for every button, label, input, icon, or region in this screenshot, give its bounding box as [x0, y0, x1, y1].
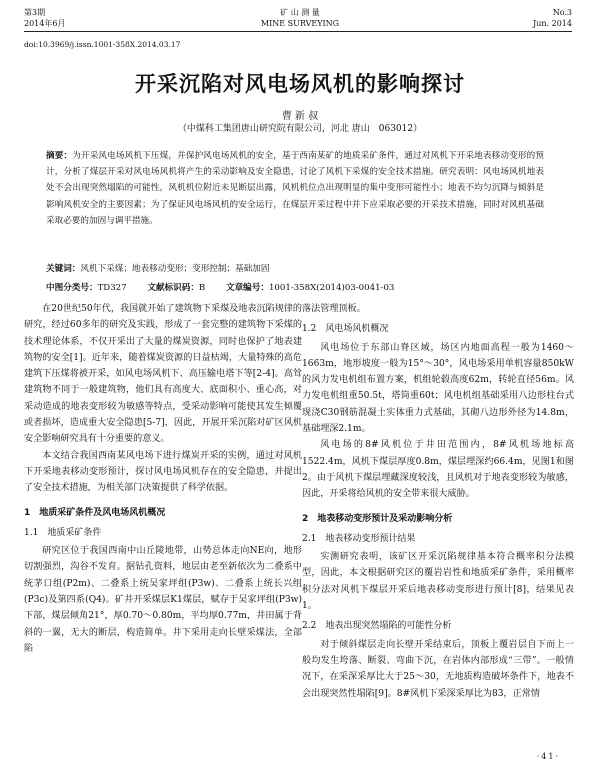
section-1-2-heading: 1.2 风电场风机概况 — [302, 324, 389, 335]
author-affiliation: （中煤科工集团唐山研究院有限公司，河北 唐山 063012） — [177, 124, 423, 134]
body-column-right — [302, 301, 574, 702]
abstract-label: 摘要： — [46, 151, 73, 161]
body-column-left — [24, 301, 302, 657]
keywords — [46, 262, 544, 274]
classification-line — [46, 281, 544, 293]
issue-number: 第3期 — [24, 8, 46, 17]
author-name: 曹 新 叔 — [281, 111, 319, 122]
issue-date-cn: 2014年6月 — [24, 19, 66, 28]
section-2-2-text: 对于倾斜煤层走向长壁开采结束后，顶板上覆岩层自下而上一般均发生垮落、断裂、弯曲下沉，在岩体内部形成“三带”。一般情况下，在采深采厚比大于25～30，无地质构造破坏条件下，地表不会出现突然性塌陷[9]。8#风机下采深采厚比为83，正常情 — [302, 639, 574, 699]
section-1-heading: 1 地质采矿条件及风电场风机概况 — [24, 507, 166, 518]
issue-date-en: Jun. 2014 — [533, 19, 572, 28]
running-header-center — [0, 7, 600, 29]
abstract — [46, 148, 544, 229]
paper-title: 开采沉陷对风电场风机的影响探讨 — [135, 72, 465, 96]
keywords-text: 风机下采煤；地表移动变形；变形控制；基础加固 — [80, 264, 270, 274]
doc-code-label: 文献标识码： — [147, 283, 199, 293]
continued-text: 落法管理顶板。 — [302, 304, 366, 314]
journal-name-cn: 矿 山 测 量 — [280, 8, 320, 17]
clc-code: TD327 — [97, 283, 127, 293]
section-2-1-heading: 2.1 地表移动变形预计结果 — [302, 533, 416, 544]
article-number-label: 文章编号： — [225, 283, 269, 293]
page-number: ·41· — [536, 752, 560, 761]
issue-no-en: No.3 — [552, 8, 572, 17]
article-number: 1001-358X(2014)03-0041-03 — [268, 283, 395, 293]
doi-line: doi:10.3969/j.issn.1001-358X.2014.03.17 — [24, 40, 181, 49]
intro-paragraph-1: 在20世纪50年代，我国就开始了建筑物下采煤及地表沉陷规律的研究，经过60多年的研究及实践，形成了一套完整的建筑物下采煤的技术理论体系，不仅开采出了大量的煤炭资源，同时也保护了地表建筑物的安全[1]。近年来，随着煤炭资源的日益枯竭，大量特殊的高危建筑下压煤将被开采，如风电场风机下、高压输电塔下等[2-4]。高耸建筑物不同于一般建筑物，他们具有高度大、底面积小、重心高，对采动造成的地表变形较为敏感等特点，受采动影响可能使其发生倾覆或者损坏，造成重大安全隐患[5-7]，因此，开展开采沉陷对矿区风机安全影响研究具有十分重要的意义。 — [24, 304, 302, 445]
doc-code: B — [198, 283, 206, 293]
running-header-right — [533, 7, 572, 29]
intro-paragraph-2: 本文结合我国西南某风电场下进行煤炭开采的实例，通过对风机下开采地表移动变形预计，探讨风电场风机存在的安全隐患，并提出了安全技术措施，为相关部门决策提供了科学依据。 — [24, 450, 302, 494]
section-1-1-text: 研究区位于我国西南中山丘陵地带，山势总体走向NE向，地形切割强烈，沟谷不发育。据钻孔资料，地层由老至新依次为二叠系中统茅口组(P2m)、二叠系上统吴家坪组(P3w)、二叠系上统长兴组(P3c)及第四系(Q4)。矿井开采煤层K1煤层，赋存于吴家坪组(P3w)下部，煤层倾角21°，厚0.70～0.80m，平均厚0.77m，井田属于背斜的一翼，无大的断层，构造简单。井下采用走向长壁采煤法，全部陷 — [24, 546, 302, 654]
abstract-text: 为开采风电场风机下压煤，并保护风电场风机的安全，基于西南某矿的地质采矿条件，通过对风机下开采地表移动变形的预计，分析了煤层开采对风电场风机将产生的采动影响及安全隐患，讨论了风机下采煤的安全技术措施。研究表明：风电场风机地表处不会出现突然塌陷的可能性，风机机位附近未见断层出露，风机机位点出现明显的集中变形可能性小；地表不均匀沉降与倾斜是影响风机安全的主要因素；为了保证风电场风机的安全运行，在煤层开采过程中并下应采取必要的开采技术措施，同时对风机基础采取必要的加固与调平措施。 — [46, 151, 544, 226]
section-1-2-paragraph-1: 风电场位于东部山脊区域，场区内地面高程一般为1460～1663m，地形坡度一般为15°～30°，风电场采用单机容量850kW的风力发电机组布置方案，机组轮毂高度62m，转轮直径56m。风力发电机组重50.5t，塔筒重60t；风电机组基础采用八边形柱台式现浇C30钢筋混凝土实体重力式基础，其砌八边形外径为14.8m，基础埋深2.1m。 — [302, 342, 574, 435]
clc-label: 中图分类号： — [46, 283, 98, 293]
keywords-label: 关键词： — [46, 264, 81, 274]
journal-name-en: MINE SURVEYING — [260, 19, 340, 28]
header-divider — [24, 31, 572, 32]
section-1-2-paragraph-2: 风电场的8#风机位于井田范围内，8#风机场地标高1522.4m，风机下煤层厚度0.8m，煤层埋深约66.4m，见图1和图2。由于风机下煤层埋藏深度较浅，且风机对于地表变形较为敏感，因此，开采将给风机的安全带来很大威胁。 — [302, 440, 574, 500]
section-2-1-text: 实测研究表明，该矿区开采沉陷规律基本符合概率积分法模型，因此，本文根据研究区的覆岩岩性和地质采矿条件，采用概率积分法对风机下煤层开采后地表移动变形进行预计[8]，结果见表1。 — [302, 552, 574, 612]
section-2-heading: 2 地表移动变形预计及采动影响分析 — [302, 513, 453, 524]
section-2-2-heading: 2.2 地表出现突然塌陷的可能性分析 — [302, 621, 452, 632]
section-1-1-heading: 1.1 地质采矿条件 — [24, 527, 102, 538]
